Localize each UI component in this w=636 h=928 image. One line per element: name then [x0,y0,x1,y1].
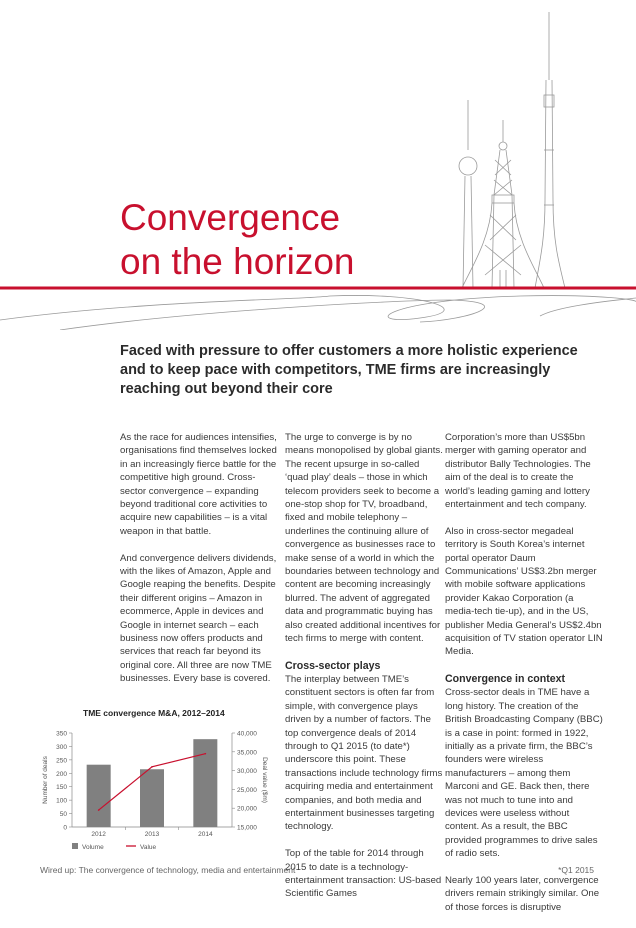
paragraph: Corporation’s more than US$5bn merger with gaming operator and distributor Bally Technologies. The aim of the deal is to create the world’s leading gaming and lottery entertainment and tech company. [445,432,591,511]
y-tick-label: 300 [56,743,67,751]
y-tick-label: 50 [59,811,67,819]
paragraph: Cross-sector deals in TME have a long history. The creation of the British Broadcasting Company (BBC) is a case in point: formed in 1922, initially as a private firm, the BBC’s founders were wireless manufacturers – among them Marconi and GE. Back then, there was not much to tune into and devices were useless without content. As a result, the BBC provided programmes to drive sales of radio sets. [445,687,603,860]
value-point-2013 [151,766,153,768]
column-3 [445,431,603,928]
bar-2013 [140,769,164,827]
y-axis-label: Number of deals [42,756,49,804]
paragraph: The urge to converge is by no means monopolised by global giants. The recent upsurge in so-called ‘quad play’ deals – those in which telecom providers seek to become a one-stop shop for TV, broadband, fixed and mobile telephony – underlines the continuing allure of convergence as businesses race to make sense of a world in which the boundaries between technology and content are becoming increasingly blurred. The advent of aggregated data and programmatic buying has also created additional incentives for tech firms to merge with content. [285,432,443,645]
paragraph: Also in cross-sector megadeal territory is South Korea’s internet portal operator Daum Communications’ US$3.2bn merger with mobile software applications provider Kakao Corporation (a media-tech tie-up), and in the US, publisher Media General’s US$2.4bn acquisition of TV station operator LIN Media. [445,525,603,658]
paragraph: Nearly 100 years later, convergence drivers remain strikingly similar. One of those forces is disruptive [445,874,600,913]
section-heading: Convergence in context [445,673,566,686]
standfirst: Faced with pressure to offer customers a more holistic experience and to keep pace with competitors, TME firms are increasingly reaching out beyond their core [120,343,578,397]
y-right-tick-label: 15,000 [237,824,257,832]
footer-publication: Wired up: The convergence of technology, media and entertainment [40,865,296,875]
chart-title: TME convergence M&A, 2012–2014 [83,708,225,718]
y-tick-label: 200 [56,770,67,778]
mna-chart [30,700,280,860]
footer-footnote: *Q1 2015 [558,865,594,875]
column-2 [285,431,443,914]
x-tick-label: 2013 [144,831,160,838]
legend-volume-swatch [72,843,78,849]
bar-2014 [193,739,217,827]
y-right-tick-label: 35,000 [237,749,257,757]
title-line-2: on the horizon [120,241,355,282]
x-tick-label: 2012 [91,831,106,838]
y-right-tick-label: 20,000 [237,805,257,813]
paragraph: Top of the table for 2014 through 2015 to date is a technology-entertainment transaction: US-based Scientific Games [285,848,442,900]
x-tick-label: 2014 [198,831,213,838]
page-title [120,196,355,284]
y-right-axis-label: Deal value ($m) [261,757,268,803]
y-tick-label: 100 [56,797,67,805]
legend-value-label: Value [140,844,157,851]
y-tick-label: 0 [63,824,67,832]
value-point-2014 [205,753,207,755]
y-right-tick-label: 25,000 [237,786,257,794]
y-right-tick-label: 40,000 [237,730,257,738]
y-tick-label: 250 [56,757,67,765]
paragraph: And convergence delivers dividends, with the likes of Amazon, Apple and Google reaping the benefits. Despite their different origins – Amazon in ecommerce, Apple in devices and Google in internet search – each business now offers products and services that reach far beyond its original core. All three are now TME businesses. Every base is covered. [120,552,277,685]
y-right-tick-label: 30,000 [237,768,257,776]
y-tick-label: 350 [56,730,67,738]
bar-2012 [87,765,111,827]
title-line-1: Convergence [120,197,341,238]
paragraph: The interplay between TME’s constituent sectors is often far from simple, with convergence plays driven by a number of factors. The top convergence deals of 2014 through to Q1 2015 (to date*) underscore this point. These transactions include technology firms acquiring media and entertainment companies, and both media and entertainment businesses targeting technology. [285,673,443,833]
value-point-2012 [98,809,100,811]
y-tick-label: 150 [56,784,67,792]
column-1 [120,431,278,699]
section-heading: Cross-sector plays [285,659,381,672]
legend-volume-label: Volume [82,844,104,851]
paragraph: As the race for audiences intensifies, organisations find themselves locked in an increasingly fierce battle for the competitive high ground. Cross-sector convergence – expanding beyond traditional core activities to acquire new capabilities – is a vital weapon in that battle. [120,432,277,537]
